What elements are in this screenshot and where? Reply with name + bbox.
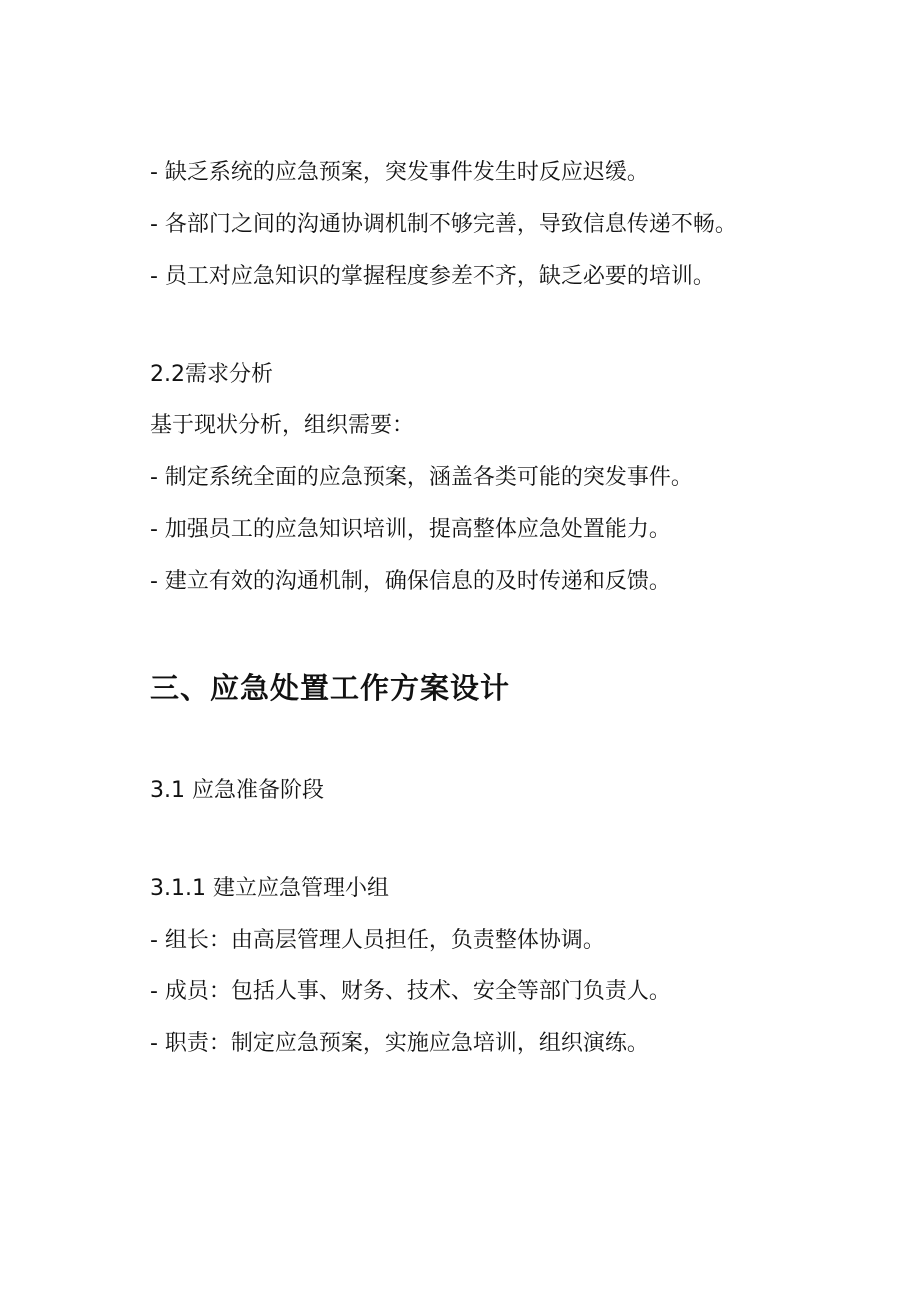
team-item: - 职责：制定应急预案，实施应急培训，组织演练。 bbox=[150, 1031, 649, 1056]
status-item: - 员工对应急知识的掌握程度参差不齐，缺乏必要的培训。 bbox=[150, 264, 715, 289]
team-item: - 组长：由高层管理人员担任，负责整体协调。 bbox=[150, 928, 605, 953]
requirement-item: - 建立有效的沟通机制，确保信息的及时传递和反馈。 bbox=[150, 569, 671, 594]
status-item: - 各部门之间的沟通协调机制不够完善，导致信息传递不畅。 bbox=[150, 212, 737, 237]
requirement-item: - 加强员工的应急知识培训，提高整体应急处置能力。 bbox=[150, 517, 671, 542]
section-2-2-intro: 基于现状分析，组织需要： bbox=[150, 413, 415, 438]
team-item: - 成员：包括人事、财务、技术、安全等部门负责人。 bbox=[150, 979, 671, 1004]
section-2-2-heading: 2.2需求分析 bbox=[150, 362, 273, 387]
subsection-3-1-heading: 3.1 应急准备阶段 bbox=[150, 778, 324, 803]
section-3-title: 三、应急处置工作方案设计 bbox=[150, 671, 511, 705]
subsection-3-1-1-heading: 3.1.1 建立应急管理小组 bbox=[150, 876, 389, 901]
status-item: - 缺乏系统的应急预案，突发事件发生时反应迟缓。 bbox=[150, 160, 649, 185]
requirement-item: - 制定系统全面的应急预案，涵盖各类可能的突发事件。 bbox=[150, 465, 693, 490]
